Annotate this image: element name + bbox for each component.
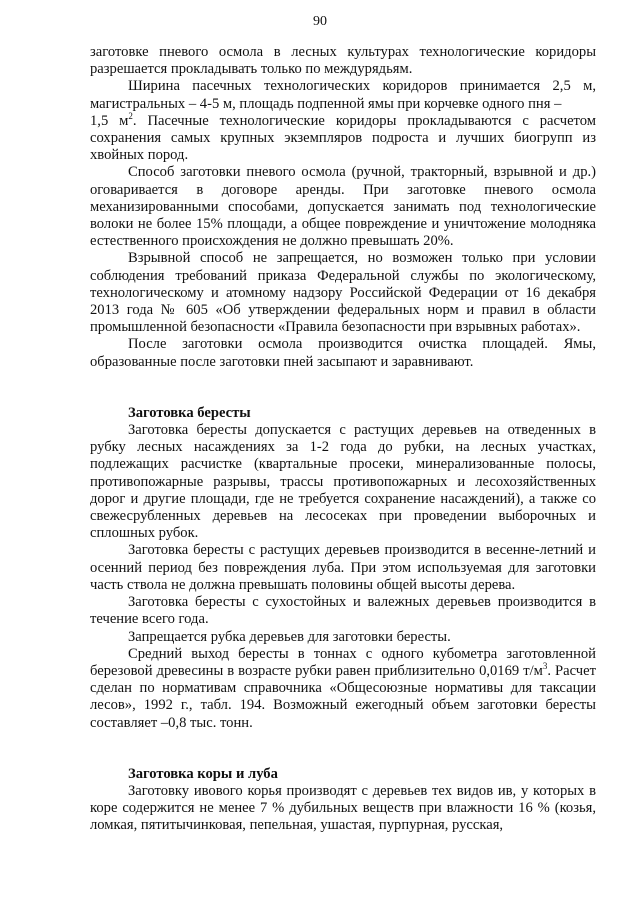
- section-heading-birch-bark: Заготовка бересты: [128, 404, 251, 421]
- yield-superscript: 3: [542, 661, 548, 672]
- yield-text: Средний выход бересты в тоннах с одного кубометра заготовленной березовой древесины в возрасте рубки равен приблизительно 0,0169 т/м: [90, 645, 596, 679]
- paragraph: Запрещается рубка деревьев для заготовки бересты.: [128, 628, 451, 645]
- yield-rest: . Расчет сделан по нормативам справочника «Общесоюзные нормативы для таксации лесов», 1992 г., табл. 194. Возможный ежегодный объем заготовки бересты составляет –0,8 тыс. тонн.: [90, 662, 596, 731]
- paragraph: Ширина пасечных технологических коридоров принимается 2,5 м, магистральных – 4-5 м, площадь подпенной ямы при корчевке одного пня –: [90, 78, 596, 112]
- section-gap: [90, 732, 596, 766]
- pit-area-rest: . Пасечные технологические коридоры прокладываются с расчетом сохранения самых крупных экземпляров подроста и лучших биогрупп из хвойных пород.: [90, 112, 596, 164]
- paragraph: заготовке пневого осмола в лесных культурах технологические коридоры разрешается прокладывать только по междурядьям.: [90, 44, 596, 78]
- section-gap: [90, 371, 596, 405]
- paragraph-yield: [90, 646, 596, 732]
- paragraph-pit-area: [90, 110, 596, 165]
- paragraph: Заготовка бересты допускается с растущих деревьев на отведенных в рубку лесных насаждениях за 1-2 года до рубки, на лесных участках, подлежащих расчистке (квартальные просеки, минерализованные полосы, противопожарные разрывы, трассы противопожарных и лесохозяйственных дорог и другие площади, где не требуется сохранение насаждений), а также со свежесрубленных деревьев на лесосеках при проведении выборочных и сплошных рубок.: [90, 422, 596, 542]
- paragraph: Заготовку ивового корья производят с деревьев тех видов ив, у которых в коре содержится не менее 7 % дубильных веществ при влажности 16 % (козья, ломкая, пятитычинковая, пепельная, ушастая, пурпурная, русская,: [90, 782, 596, 834]
- paragraph: Заготовка бересты с сухостойных и валежных деревьев производится в течение всего года.: [90, 594, 596, 628]
- paragraph: Заготовка бересты с растущих деревьев производится в весенне-летний и осенний период без повреждения луба. При этом используемая для заготовки часть ствола не должна превышать половины общей высоты дерева.: [90, 542, 596, 593]
- section-heading-bark: Заготовка коры и луба: [128, 765, 278, 782]
- paragraph: Способ заготовки пневого осмола (ручной, тракторный, взрывной и др.) оговаривается в договоре аренды. При заготовке пневого осмола механизированными способами, допускается занимать под технологические волоки не более 15% площади, а общее повреждение и уничтожение молодняка естественного происхождения не должно превышать 20%.: [90, 164, 596, 250]
- pit-area-value: 1,5 м: [90, 112, 129, 129]
- paragraph: После заготовки осмола производится очистка площадей. Ямы, образованные после заготовки пней засыпают и заравнивают.: [90, 336, 596, 370]
- document-body: [90, 44, 596, 835]
- pit-area-superscript: 2: [128, 110, 133, 121]
- page-number: 90: [313, 14, 327, 29]
- paragraph: Взрывной способ не запрещается, но возможен только при условии соблюдения требований приказа Федеральной службы по экологическому, технологическому и атомному надзору Российской Федерации от 16 декабря 2013 года № 605 «Об утверждении федеральных норм и правил в области промышленной безопасности «Правила безопасности при взрывных работах».: [90, 250, 596, 336]
